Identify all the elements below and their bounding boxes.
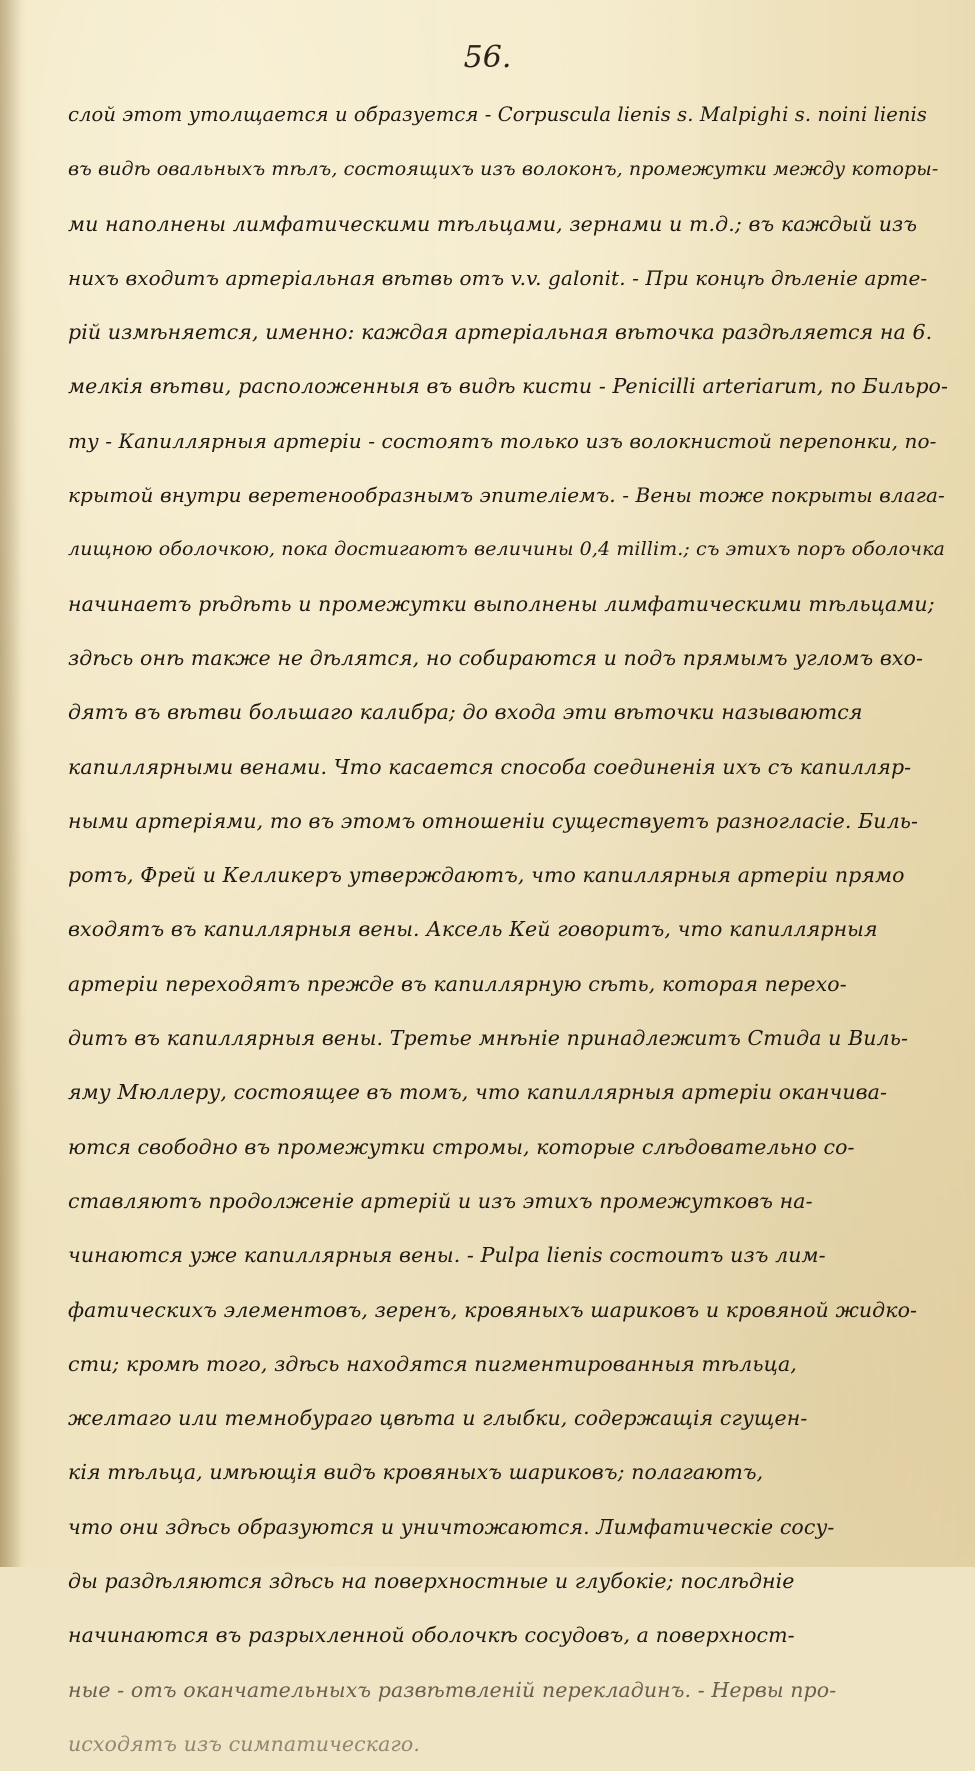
text-line: исходятъ изъ симпатическаго. <box>68 1731 420 1756</box>
text-line: ды раздѣляются здѣсь на поверхностные и глубокіе; послѣдніе <box>68 1569 795 1594</box>
text-line: въ видѣ овальныхъ тѣлъ, состоящихъ изъ волоконъ, промежутки между которы- <box>68 158 939 181</box>
text-line: лищною оболочкою, пока достигаютъ величины 0,4 millim.; съ этихъ поръ оболочка <box>68 538 945 561</box>
text-line: что они здѣсь образуются и уничтожаются. Лимфатическіе сосу- <box>68 1514 835 1539</box>
text-line: ными артеріями, то въ этомъ отношеніи существуетъ разногласіе. Биль- <box>68 808 919 833</box>
text-line: дятъ въ вѣтви большаго калибра; до входа эти вѣточки называются <box>68 700 863 725</box>
text-line: фатическихъ элементовъ, зеренъ, кровяныхъ шариковъ и кровяной жидко- <box>68 1297 918 1322</box>
text-line: нихъ входитъ артеріальная вѣтвь отъ v.v. galonit. - При концѣ дѣленіе арте- <box>68 265 928 290</box>
text-line: здѣсь онѣ также не дѣлятся, но собираются и подъ прямымъ угломъ вхо- <box>68 645 923 670</box>
text-line: ставляютъ продолженіе артерій и изъ этихъ промежутковъ на- <box>68 1188 813 1213</box>
handwritten-text-body <box>68 88 948 1771</box>
text-line: чинаются уже капиллярныя вены. - Pulpa lienis состоитъ изъ лим- <box>68 1243 826 1268</box>
text-line: кія тѣльца, имѣющія видъ кровяныхъ шариковъ; полагаютъ, <box>68 1460 764 1485</box>
text-line: слой этот утолщается и образуется - Corpuscula lienis s. Malpighi s. noini lienis <box>68 103 928 126</box>
text-line: ту - Капиллярныя артеріи - состоятъ только изъ волокнистой перепонки, по- <box>68 428 937 453</box>
text-line: начинаются въ разрыхленной оболочкѣ сосудовъ, а поверхност- <box>68 1623 795 1648</box>
text-line: крытой внутри веретенообразнымъ эпителіемъ. - Вены тоже покрыты влага- <box>68 483 945 508</box>
text-line: ются свободно въ промежутки стромы, которые слѣдовательно со- <box>68 1134 855 1159</box>
page-number: 56. <box>463 40 512 75</box>
page-binding-shadow <box>0 0 22 1567</box>
text-line: сти; кромѣ того, здѣсь находятся пигментированныя тѣльца, <box>68 1351 797 1376</box>
text-line: мелкія вѣтви, расположенныя въ видѣ кисти - Penicilli arteriarum, по Бильро- <box>68 374 949 399</box>
text-line: яму Мюллеру, состоящее въ томъ, что капиллярныя артеріи оканчива- <box>68 1080 888 1105</box>
text-line: дитъ въ капиллярныя вены. Третье мнѣніе принадлежитъ Стида и Виль- <box>68 1026 908 1051</box>
text-line: ные - отъ оканчательныхъ развѣтвленій перекладинъ. - Нервы про- <box>68 1677 837 1702</box>
text-line: входятъ въ капиллярныя вены. Аксель Кей говоритъ, что капиллярныя <box>68 917 878 942</box>
text-line: начинаетъ рѣдѣть и промежутки выполнены лимфатическими тѣльцами; <box>68 591 935 616</box>
text-line: артеріи переходятъ прежде въ капиллярную сѣть, которая перехо- <box>68 971 847 996</box>
text-line: капиллярными венами. Что касается способа соединенія ихъ съ капилляр- <box>68 754 912 779</box>
text-line: ми наполнены лимфатическими тѣльцами, зернами и т.д.; въ каждый изъ <box>68 211 918 236</box>
text-line: ротъ, Фрей и Келликеръ утверждаютъ, что капиллярныя артеріи прямо <box>68 863 905 888</box>
text-line: желтаго или темнобураго цвѣта и глыбки, содержащія сгущен- <box>68 1406 808 1431</box>
text-line: рій измѣняется, именно: каждая артеріальная вѣточка раздѣляется на 6. <box>68 320 933 345</box>
